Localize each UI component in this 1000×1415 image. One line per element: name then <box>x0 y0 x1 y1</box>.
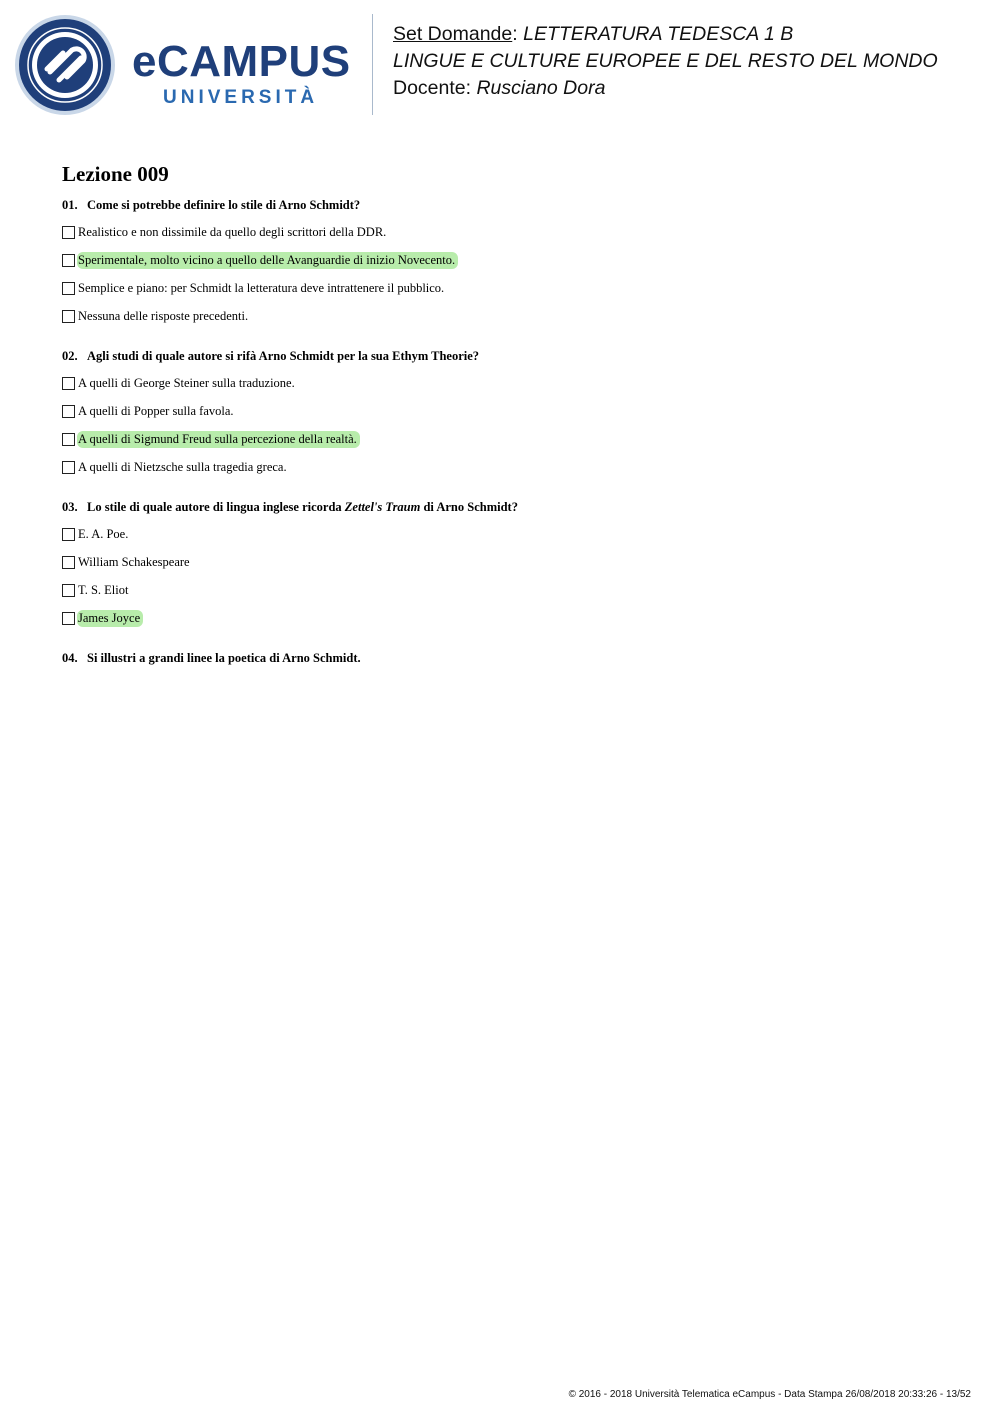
teacher-name: Rusciano Dora <box>476 77 606 99</box>
answer-text: A quelli di George Steiner sulla traduzione. <box>78 375 295 390</box>
answer-option[interactable] <box>62 524 131 544</box>
checkbox[interactable] <box>62 433 75 446</box>
answer-option-correct[interactable] <box>62 250 458 270</box>
question-text-end: di Arno Schmidt? <box>420 500 518 514</box>
question-number: 02. <box>62 349 78 363</box>
checkbox[interactable] <box>62 405 75 418</box>
question-number: 01. <box>62 198 78 212</box>
question-number: 03. <box>62 500 78 514</box>
checkbox[interactable] <box>62 584 75 597</box>
brand-wordmark: eCAMPUS <box>132 37 351 86</box>
answer-text: Semplice e piano: per Schmidt la letteratura deve intrattenere il pubblico. <box>78 280 445 295</box>
answer-option[interactable] <box>62 457 290 477</box>
page-footer: © 2016 - 2018 Università Telematica eCampus - Data Stampa 26/08/2018 20:33:26 - 13/52 <box>568 1389 971 1400</box>
answer-text: A quelli di Nietzsche sulla tragedia greca. <box>78 459 287 474</box>
teacher-label: Docente: <box>393 77 477 99</box>
teacher-line <box>393 75 605 101</box>
question-number: 04. <box>62 651 78 665</box>
set-label: Set Domande <box>393 23 513 45</box>
lesson-title: Lezione 009 <box>62 162 169 186</box>
question-4 <box>62 649 361 667</box>
work-title: Zettel's Traum <box>344 500 421 514</box>
question-1 <box>62 196 360 214</box>
question-text: Come si potrebbe definire lo stile di Arno Schmidt? <box>87 198 361 212</box>
answer-option[interactable] <box>62 580 131 600</box>
question-text-start: Lo stile di quale autore di lingua inglese ricorda <box>87 500 345 514</box>
ecampus-seal-logo <box>14 14 116 116</box>
answer-option[interactable] <box>62 306 251 326</box>
answer-text-correct: A quelli di Sigmund Freud sulla percezione della realtà. <box>77 431 360 448</box>
question-text: Si illustri a grandi linee la poetica di Arno Schmidt. <box>87 651 361 665</box>
question-2 <box>62 347 479 365</box>
checkbox[interactable] <box>62 612 75 625</box>
answer-option[interactable] <box>62 278 447 298</box>
checkbox[interactable] <box>62 226 75 239</box>
checkbox[interactable] <box>62 528 75 541</box>
answer-text: Nessuna delle risposte precedenti. <box>78 308 249 323</box>
header-divider <box>372 14 373 115</box>
answer-text: Realistico e non dissimile da quello degli scrittori della DDR. <box>78 224 387 239</box>
answer-text: William Schakespeare <box>78 554 190 569</box>
answer-text: T. S. Eliot <box>78 582 129 597</box>
answer-option[interactable] <box>62 373 298 393</box>
page-header <box>0 0 1000 130</box>
question-3 <box>62 498 518 516</box>
answer-option-correct[interactable] <box>62 429 360 449</box>
answer-option[interactable] <box>62 222 389 242</box>
answer-text: A quelli di Popper sulla favola. <box>78 403 234 418</box>
answer-text-correct: Sperimentale, molto vicino a quello delle Avanguardie di inizio Novecento. <box>77 252 458 269</box>
answer-option-correct[interactable] <box>62 608 143 628</box>
checkbox[interactable] <box>62 254 75 267</box>
course-title: LINGUE E CULTURE EUROPEE E DEL RESTO DEL MONDO <box>393 50 938 72</box>
checkbox[interactable] <box>62 282 75 295</box>
set-line <box>393 21 793 47</box>
checkbox[interactable] <box>62 377 75 390</box>
question-text: Agli studi di quale autore si rifà Arno Schmidt per la sua Ethym Theorie? <box>87 349 480 363</box>
checkbox[interactable] <box>62 556 75 569</box>
answer-option[interactable] <box>62 552 193 572</box>
answer-text-correct: James Joyce <box>77 610 143 627</box>
checkbox[interactable] <box>62 461 75 474</box>
brand-subtitle: UNIVERSITÀ <box>163 87 319 108</box>
set-value: LETTERATURA TEDESCA 1 B <box>523 23 794 45</box>
answer-option[interactable] <box>62 401 237 421</box>
answer-text: E. A. Poe. <box>78 526 129 541</box>
set-separator: : <box>512 23 524 45</box>
checkbox[interactable] <box>62 310 75 323</box>
